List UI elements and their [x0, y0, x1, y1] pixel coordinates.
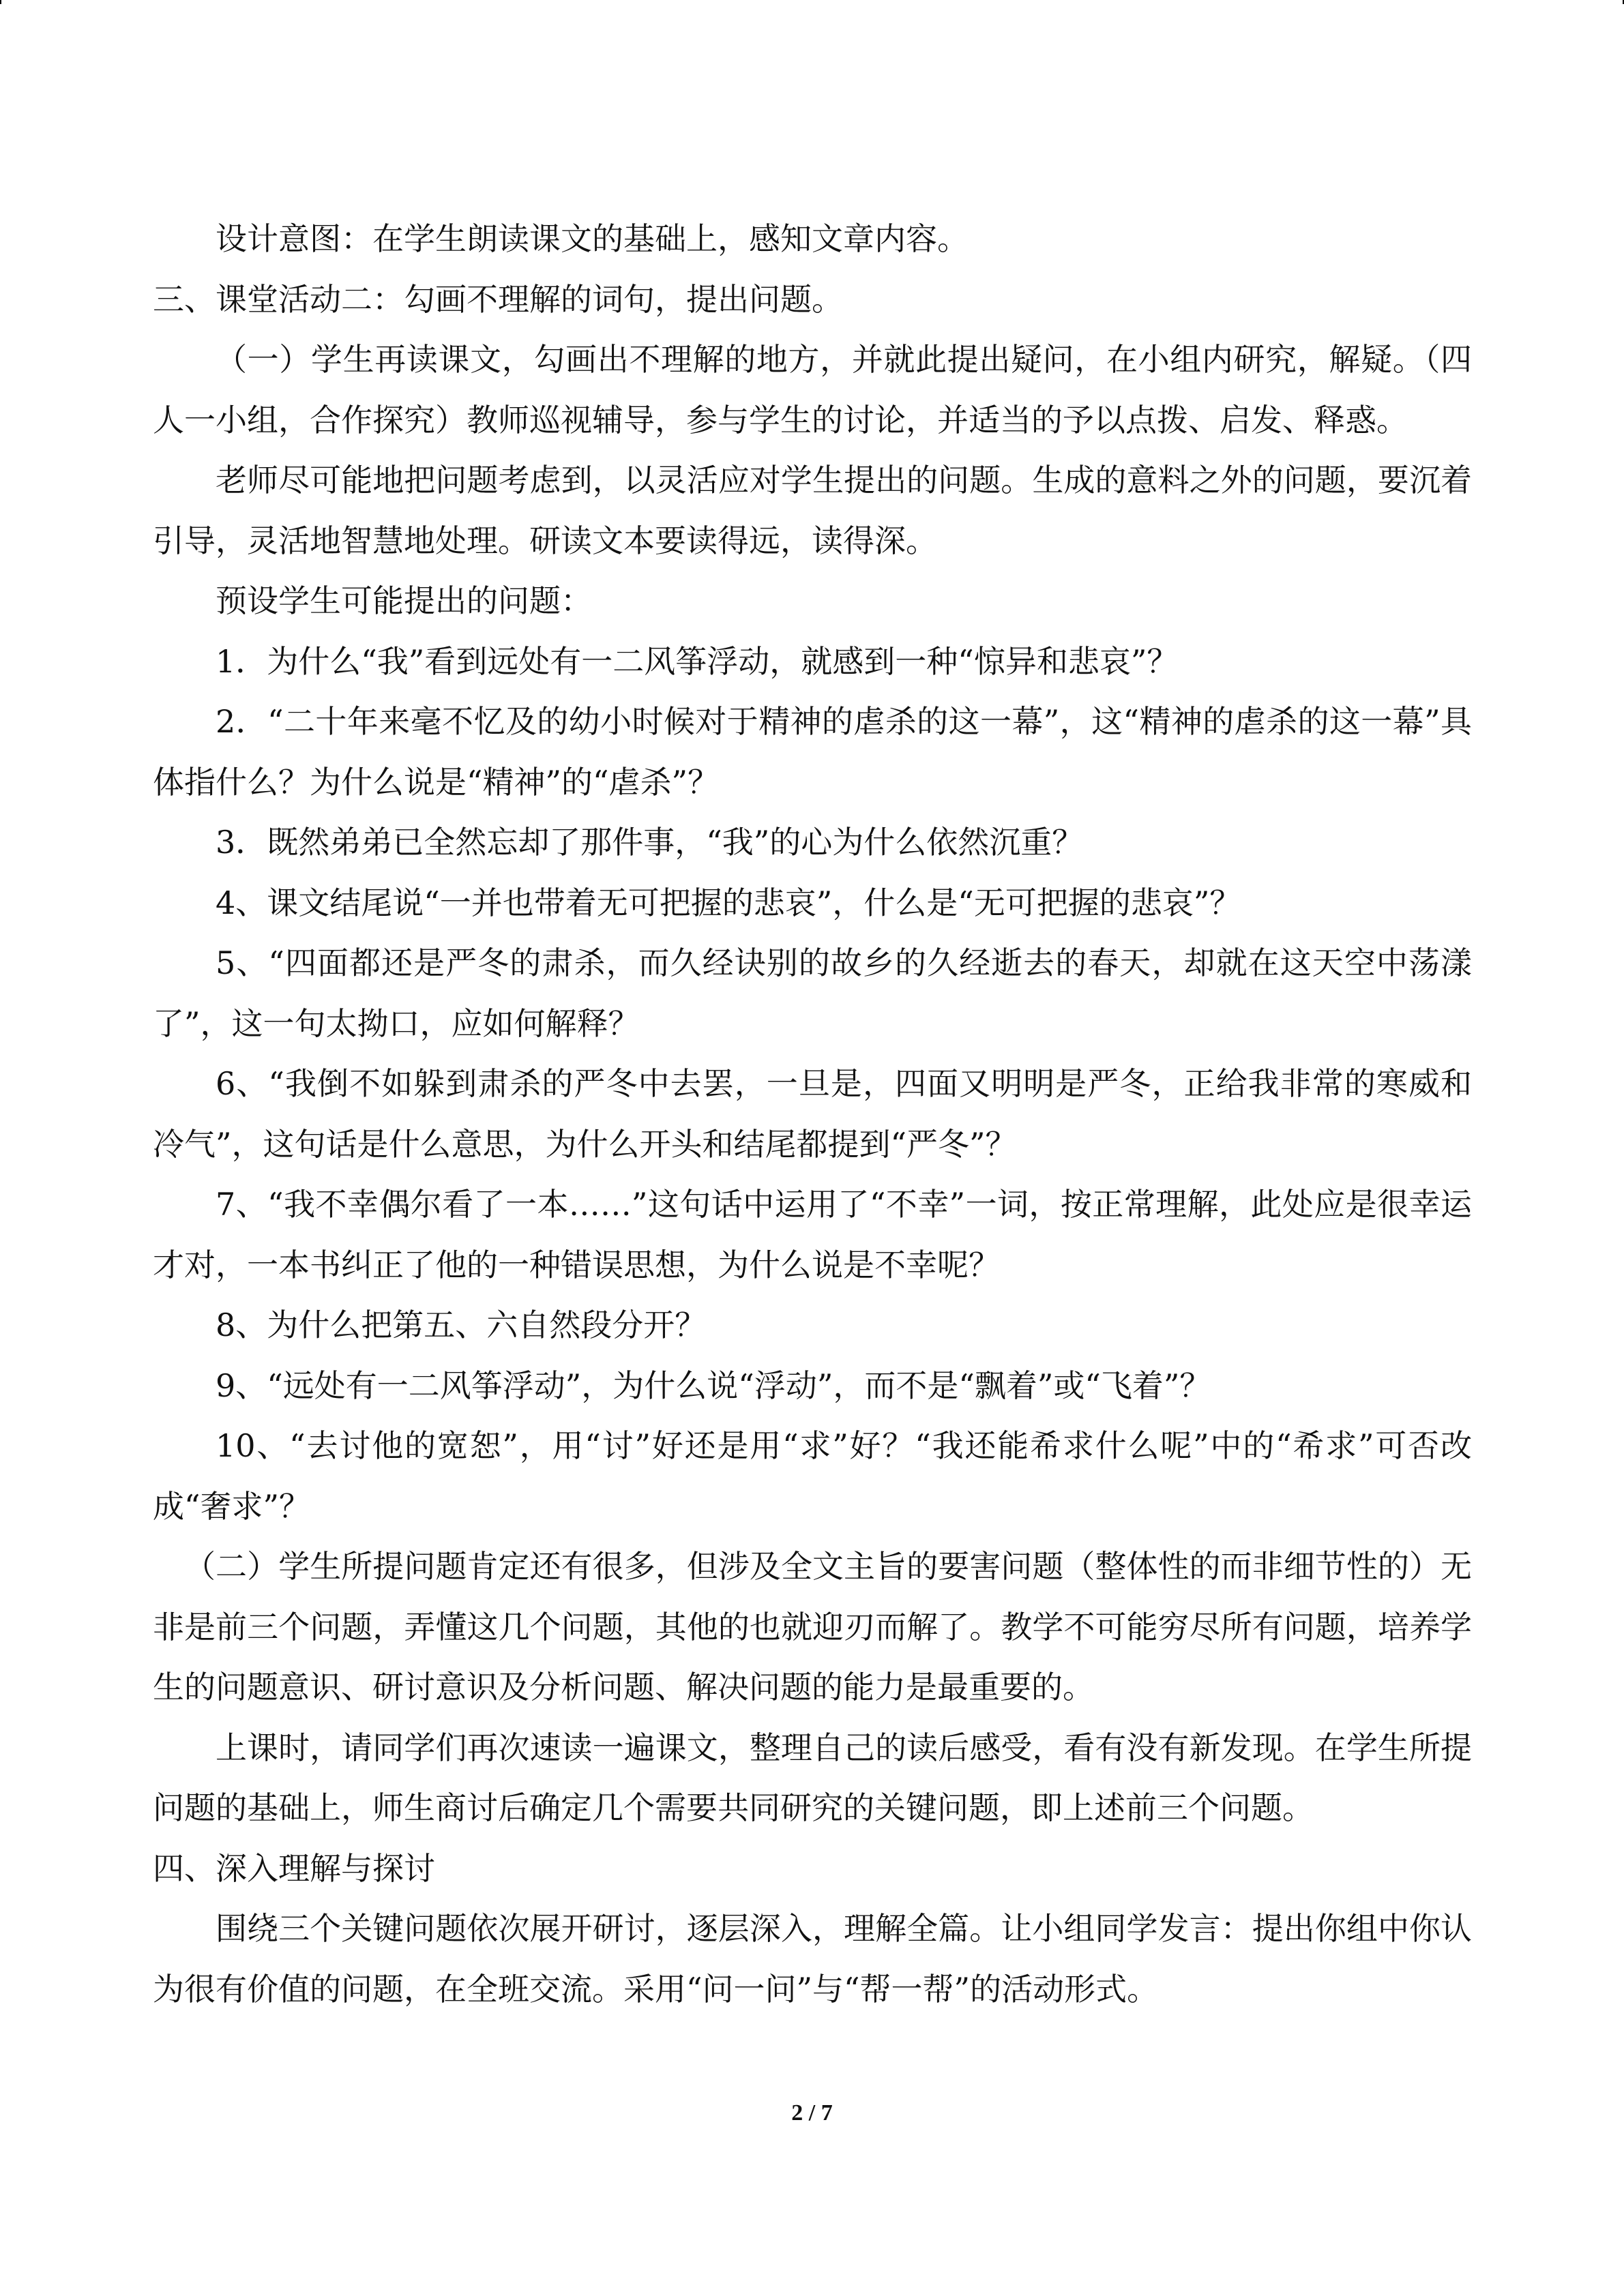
paragraph-teacher-guidance: 老师尽可能地把问题考虑到，以灵活应对学生提出的问题。生成的意料之外的问题，要沉着引导，灵活地智慧地处理。研读文本要读得远，读得深。 [153, 462, 1472, 559]
design-intent-paragraph: 设计意图：在学生朗读课文的基础上，感知文章内容。 [216, 220, 969, 257]
question-item-10: 10、“去讨他的宽恕”，用“讨”好还是用“求”好？“我还能希求什么呢”中的“希求”可否改成“奢求”？ [153, 1427, 1472, 1525]
question-item-1: 1．为什么“我”看到远处有一二风筝浮动，就感到一种“惊异和悲哀”？ [216, 642, 1179, 680]
section-heading-activity-two: 三、课堂活动二：勾画不理解的词句，提出问题。 [153, 280, 843, 318]
question-item-9: 9、“远处有一二风筝浮动”，为什么说“浮动”，而不是“飘着”或“飞着”？ [216, 1367, 1211, 1404]
page-corner-mark [0, 0, 1, 4]
question-item-6: 6、“我倒不如躲到肃杀的严冬中去罢，一旦是，四面又明明是严冬，正给我非常的寒威和冷气”，这句话是什么意思，为什么开头和结尾都提到“严冬”？ [153, 1065, 1472, 1163]
page-number: 2 / 7 [791, 2100, 833, 2126]
question-item-3: 3．既然弟弟已全然忘却了那件事，“我”的心为什么依然沉重？ [216, 824, 1084, 861]
question-item-5: 5、“四面都还是严冬的肃杀，而久经诀别的故乡的久经逝去的春天，却就在这天空中荡漾了”，这一句太拗口，应如何解释？ [153, 944, 1472, 1042]
question-item-2: 2．“二十年来毫不忆及的幼小时候对于精神的虐杀的这一幕”，这“精神的虐杀的这一幕”具体指什么？为什么说是“精神”的“虐杀”？ [153, 703, 1472, 801]
question-item-8: 8、为什么把第五、六自然段分开？ [216, 1307, 707, 1343]
question-item-4: 4、课文结尾说“一并也带着无可把握的悲哀”，什么是“无可把握的悲哀”？ [216, 884, 1241, 921]
paragraph-class-procedure: 上课时，请同学们再次速读一遍课文，整理自己的读后感受，看有没有新发现。在学生所提问题的基础上，师生商讨后确定几个需要共同研究的关键问题，即上述前三个问题。 [153, 1729, 1472, 1826]
document-body [153, 209, 1472, 2019]
paragraph-discussion-method: 围绕三个关键问题依次展开研讨，逐层深入，理解全篇。让小组同学发言：提出你组中你认为很有价值的问题，在全班交流。采用“问一问”与“帮一帮”的活动形式。 [153, 1910, 1472, 2008]
question-item-7: 7、“我不幸偶尔看了一本……”这句话中运用了“不幸”一词，按正常理解，此处应是很幸运才对，一本书纠正了他的一种错误思想，为什么说是不幸呢？ [153, 1186, 1472, 1283]
section-heading-deep-understanding: 四、深入理解与探讨 [153, 1849, 435, 1887]
paragraph-preset-questions-intro: 预设学生可能提出的问题： [216, 582, 592, 619]
paragraph-step-two: （二）学生所提问题肯定还有很多，但涉及全文主旨的要害问题（整体性的而非细节性的）无非是前三个问题，弄懂这几个问题，其他的也就迎刃而解了。教学不可能穷尽所有问题，培养学生的问题意识、研讨意识及分析问题、解决问题的能力是最重要的。 [153, 1548, 1472, 1705]
paragraph-step-one: （一）学生再读课文，勾画出不理解的地方，并就此提出疑问，在小组内研究，解疑。（四人一小组，合作探究）教师巡视辅导，参与学生的讨论，并适当的予以点拨、启发、释惑。 [153, 341, 1472, 438]
